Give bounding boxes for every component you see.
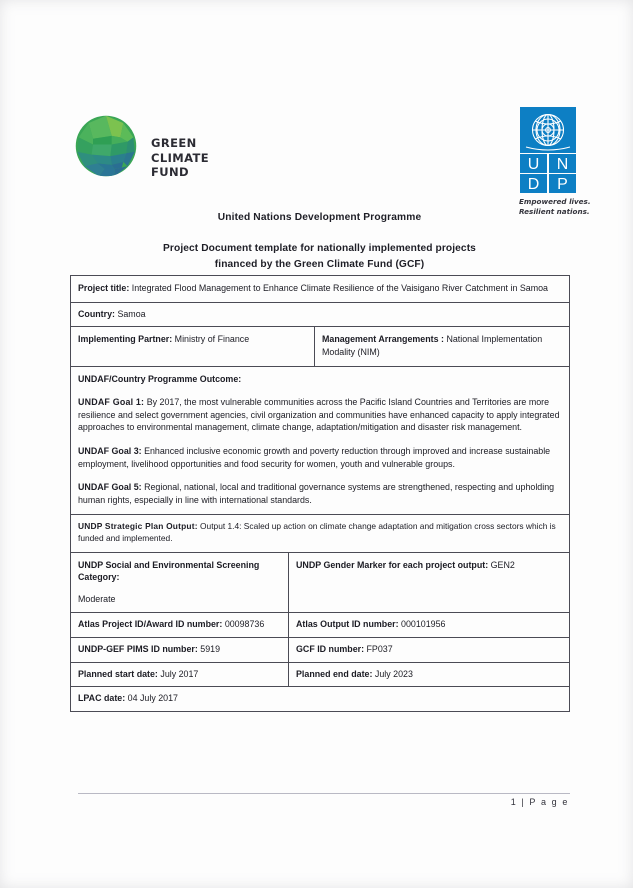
planned-end-label: Planned end date: bbox=[296, 668, 373, 679]
pims-id-label: UNDP-GEF PIMS ID number: bbox=[78, 644, 198, 655]
undp-emblem-icon bbox=[519, 107, 577, 193]
cell-screening-category bbox=[71, 552, 289, 613]
table-row-partner-arrangements bbox=[71, 327, 570, 366]
gender-marker-label: UNDP Gender Marker for each project output: bbox=[296, 559, 489, 570]
svg-text:N: N bbox=[556, 156, 569, 173]
undaf-goal-3-label: UNDAF Goal 3: bbox=[78, 446, 142, 457]
country-label: Country: bbox=[78, 308, 115, 319]
lpac-date-label: LPAC date: bbox=[78, 693, 126, 704]
management-arrangements-value: National Implementation Modality (NIM) bbox=[322, 334, 543, 357]
undp-logo bbox=[519, 107, 591, 216]
document-subtitle-line-1: Project Document template for nationally implemented projects bbox=[163, 243, 476, 254]
table-row-atlas-ids bbox=[71, 613, 570, 638]
table-row-lpac-date bbox=[71, 687, 570, 712]
undaf-goal-1 bbox=[78, 396, 562, 434]
lpac-date-text bbox=[78, 692, 562, 705]
cell-gender-marker bbox=[289, 552, 570, 613]
document-headings bbox=[70, 212, 569, 273]
implementing-partner-text bbox=[78, 333, 307, 346]
atlas-project-id-text bbox=[78, 618, 281, 631]
atlas-output-id-value: 000101956 bbox=[401, 619, 446, 630]
document-header-logos bbox=[0, 0, 633, 215]
document-subtitle bbox=[70, 241, 569, 273]
project-summary-table bbox=[70, 275, 570, 712]
implementing-partner-value: Ministry of Finance bbox=[174, 334, 250, 345]
undaf-goal-3 bbox=[78, 445, 562, 470]
project-title-text bbox=[78, 282, 562, 295]
management-arrangements-text bbox=[322, 333, 562, 358]
screening-category-value: Moderate bbox=[78, 593, 116, 604]
footer-page-number: 1 | P a g e bbox=[510, 797, 569, 807]
table-row-undaf bbox=[71, 366, 570, 514]
cell-lpac-date bbox=[71, 687, 570, 712]
screening-category-block bbox=[78, 559, 281, 606]
undaf-goal-3-text: Enhanced inclusive economic growth and poverty reduction through improved and increase sustainable employment, livelihood opportunities and food security for women, youth and vulnerable groups. bbox=[78, 446, 551, 469]
gender-marker-text bbox=[296, 559, 562, 572]
gcf-sphere-icon bbox=[70, 110, 142, 182]
cell-strategic-plan bbox=[71, 514, 570, 552]
gcf-wordmark-line-1: GREEN bbox=[151, 136, 197, 151]
organization-title: United Nations Development Programme bbox=[217, 212, 422, 223]
svg-text:P: P bbox=[557, 176, 568, 193]
cell-project-title bbox=[71, 276, 570, 303]
gcf-wordmark bbox=[151, 112, 209, 179]
table-row-pims-gcf-ids bbox=[71, 638, 570, 663]
cell-undaf bbox=[71, 366, 570, 514]
cell-atlas-project-id bbox=[71, 613, 289, 638]
cell-pims-id bbox=[71, 638, 289, 663]
undp-tagline-line-1: Empowered lives. bbox=[519, 197, 591, 206]
country-text bbox=[78, 308, 562, 321]
lpac-date-value: 04 July 2017 bbox=[127, 693, 178, 704]
table-row-country bbox=[71, 302, 570, 327]
undaf-goal-5-text: Regional, national, local and traditional governance systems are strengthened, respecting and upholding human rights, especially in line with international standards. bbox=[78, 482, 555, 506]
atlas-output-id-text bbox=[296, 618, 562, 631]
gcf-id-label: GCF ID number: bbox=[296, 644, 365, 655]
undaf-goal-5-label: UNDAF Goal 5: bbox=[78, 482, 142, 493]
planned-start-value: July 2017 bbox=[160, 668, 199, 679]
planned-start-label: Planned start date: bbox=[78, 668, 158, 679]
project-title-value: Integrated Flood Management to Enhance Climate Resilience of the Vaisigano River Catchment in Samoa bbox=[131, 283, 548, 293]
table-row-project-title bbox=[71, 276, 570, 303]
undaf-goal-1-text: By 2017, the most vulnerable communities across the Pacific Island Countries and Territories are more resilience and select government agencies, civil organization and communities have enhanced capacity to apply integrated approaches to environmental management, climate change, adaptation/mitigation and disaster risk management. bbox=[78, 397, 560, 433]
cell-management-arrangements bbox=[315, 327, 570, 366]
atlas-project-id-label: Atlas Project ID/Award ID number: bbox=[78, 619, 223, 630]
management-arrangements-label: Management Arrangements : bbox=[322, 334, 444, 345]
undaf-heading: UNDAF/Country Programme Outcome: bbox=[78, 373, 242, 384]
gcf-logo bbox=[70, 110, 209, 182]
gender-marker-value: GEN2 bbox=[490, 559, 515, 570]
strategic-plan-value: Output 1.4: Scaled up action on climate change adaptation and mitigation cross sectors which is funded and implemented. bbox=[78, 520, 556, 543]
document-subtitle-line-2: financed by the Green Climate Fund (GCF) bbox=[214, 258, 425, 270]
table-row-strategic-plan bbox=[71, 514, 570, 552]
country-value: Samoa bbox=[117, 308, 146, 319]
cell-implementing-partner bbox=[71, 327, 315, 366]
undaf-goal-5 bbox=[78, 481, 562, 506]
gcf-id-value: FP037 bbox=[366, 644, 393, 655]
gcf-id-text bbox=[296, 643, 562, 656]
cell-planned-end-date bbox=[289, 662, 570, 687]
atlas-project-id-value: 00098736 bbox=[224, 619, 265, 630]
gcf-wordmark-line-3: FUND bbox=[151, 165, 189, 180]
pims-id-text bbox=[78, 643, 281, 656]
cell-planned-start-date bbox=[71, 662, 289, 687]
svg-text:D: D bbox=[527, 176, 540, 193]
strategic-plan-text bbox=[78, 521, 562, 545]
undp-tagline-line-2: Resilient nations. bbox=[519, 206, 590, 216]
pims-id-value: 5919 bbox=[200, 644, 221, 655]
footer-divider bbox=[78, 793, 570, 794]
gcf-wordmark-line-2: CLIMATE bbox=[151, 150, 209, 165]
cell-gcf-id bbox=[289, 638, 570, 663]
table-row-screening-gender bbox=[71, 552, 570, 613]
cell-atlas-output-id bbox=[289, 613, 570, 638]
atlas-output-id-label: Atlas Output ID number: bbox=[296, 619, 399, 630]
strategic-plan-label: UNDP Strategic Plan Output: bbox=[78, 520, 198, 531]
implementing-partner-label: Implementing Partner: bbox=[78, 334, 173, 345]
table-row-planned-dates bbox=[71, 662, 570, 687]
planned-start-text bbox=[78, 668, 281, 681]
planned-end-text bbox=[296, 668, 562, 681]
cell-country bbox=[71, 302, 570, 327]
screening-category-label: UNDP Social and Environmental Screening Category: bbox=[78, 559, 260, 583]
svg-text:U: U bbox=[527, 156, 540, 173]
planned-end-value: July 2023 bbox=[374, 668, 413, 679]
project-title-label: Project title: bbox=[78, 283, 130, 293]
undaf-goal-1-label: UNDAF Goal 1: bbox=[78, 397, 145, 408]
